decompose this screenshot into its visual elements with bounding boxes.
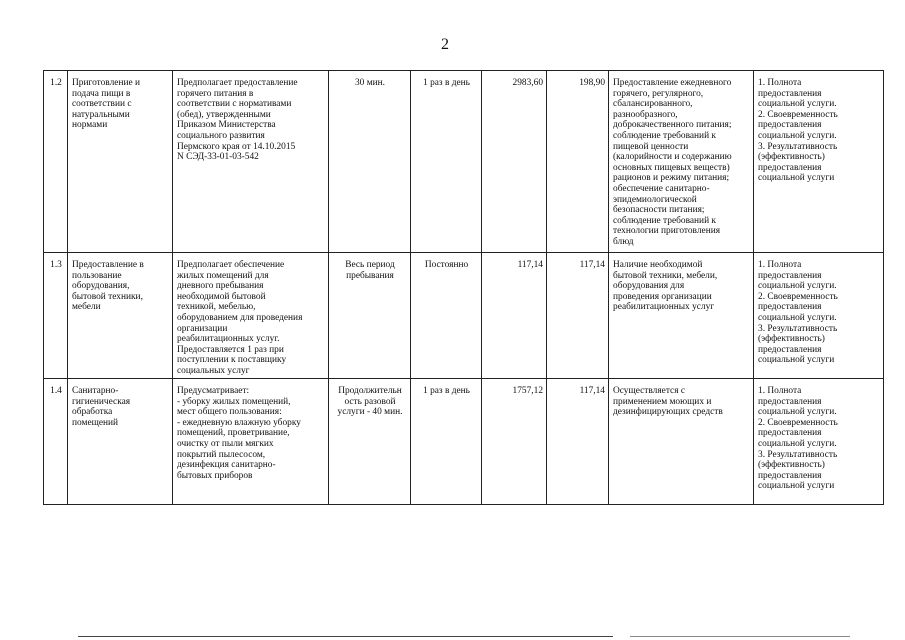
footer-divider bbox=[630, 636, 850, 637]
table-row bbox=[44, 71, 884, 253]
service-conditions: Осуществляется с применением моющих и дезинфицирующих средств bbox=[609, 379, 754, 505]
quality-indicators: 1. Полнота предоставления социальной услуги. 2. Своевременность предоставления социальной услуги. 3. Результативность (эффективность) предоставления социальной услуги bbox=[754, 71, 884, 253]
service-name: Приготовление и подача пищи в соответствии с натуральными нормами bbox=[68, 71, 173, 253]
services-table bbox=[43, 70, 884, 505]
row-number: 1.4 bbox=[44, 379, 68, 505]
service-description: Предполагает предоставление горячего питания в соответствии с нормативами (обед), утвержденными Приказом Министерства социального развития Пермского края от 14.10.2015 N СЭД-33-01-03-542 bbox=[173, 71, 329, 253]
service-conditions: Предоставление ежедневного горячего, регулярного, сбалансированного, разнообразного, доброкачественного питания; соблюдение требований к пищевой ценности (калорийности и содержанию основных пищевых веществ) рационов и режиму питания; обеспечение санитарно- эпидемиологической безопасности питания; соблюдение требований к технологии приготовления блюд bbox=[609, 71, 754, 253]
service-name: Предоставление в пользование оборудования, бытовой техники, мебели bbox=[68, 253, 173, 379]
service-description: Предполагает обеспечение жилых помещений для дневного пребывания необходимой бытовой техникой, мебелью, оборудованием для проведения организации реабилитационных услуг. Предоставляется 1 раз при поступлении к поставщику социальных услуг bbox=[173, 253, 329, 379]
table-row bbox=[44, 253, 884, 379]
footer-divider bbox=[78, 636, 613, 637]
service-duration: Весь период пребывания bbox=[329, 253, 411, 379]
service-frequency: 1 раз в день bbox=[411, 71, 482, 253]
service-price: 117,14 bbox=[482, 253, 547, 379]
service-cost: 198,90 bbox=[547, 71, 609, 253]
page-number: 2 bbox=[441, 36, 449, 53]
service-frequency: Постоянно bbox=[411, 253, 482, 379]
service-price: 1757,12 bbox=[482, 379, 547, 505]
service-frequency: 1 раз в день bbox=[411, 379, 482, 505]
row-number: 1.3 bbox=[44, 253, 68, 379]
quality-indicators: 1. Полнота предоставления социальной услуги. 2. Своевременность предоставления социальной услуги. 3. Результативность (эффективность) предоставления социальной услуги bbox=[754, 253, 884, 379]
quality-indicators: 1. Полнота предоставления социальной услуги. 2. Своевременность предоставления социальной услуги. 3. Результативность (эффективность) предоставления социальной услуги bbox=[754, 379, 884, 505]
service-cost: 117,14 bbox=[547, 253, 609, 379]
service-description: Предусматривает: - уборку жилых помещений, мест общего пользования: - ежедневную влажную уборку помещений, проветривание, очистку от пыли мягких покрытий пылесосом, дезинфекция санитарно- бытовых приборов bbox=[173, 379, 329, 505]
service-name: Санитарно- гигиеническая обработка помещений bbox=[68, 379, 173, 505]
service-cost: 117,14 bbox=[547, 379, 609, 505]
service-conditions: Наличие необходимой бытовой техники, мебели, оборудования для проведения организации реабилитационных услуг bbox=[609, 253, 754, 379]
row-number: 1.2 bbox=[44, 71, 68, 253]
service-duration: Продолжительн ость разовой услуги - 40 мин. bbox=[329, 379, 411, 505]
table-row bbox=[44, 379, 884, 505]
service-price: 2983,60 bbox=[482, 71, 547, 253]
service-duration: 30 мин. bbox=[329, 71, 411, 253]
